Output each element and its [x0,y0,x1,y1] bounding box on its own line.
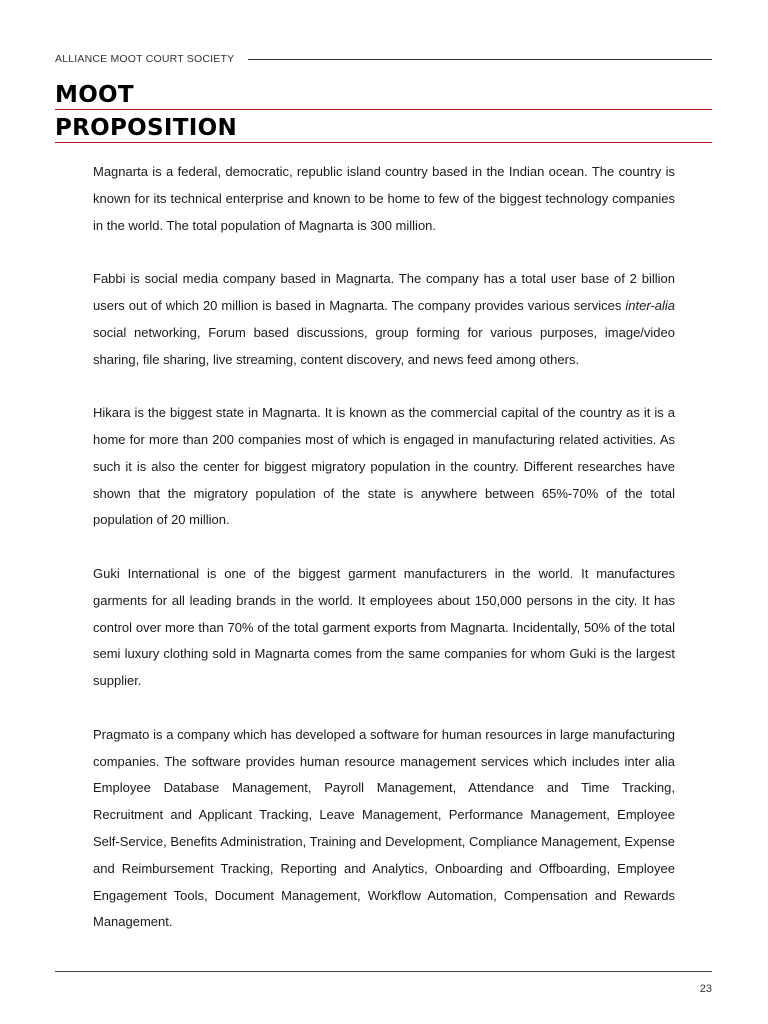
paragraph-fabbi-part-2: social networking, Forum based discussions, group forming for various purposes, image/video sharing, file sharing, live streaming, content discovery, and news feed among others. [93,324,675,367]
footer-rule [55,971,712,972]
paragraph-hikara: Hikara is the biggest state in Magnarta. It is known as the commercial capital of the country as it is a home for more than 200 companies most of which is engaged in manufacturing related activities. As such it is also the center for biggest migratory population in the country. Different researches have shown that the migratory population of the state is anywhere between 65%-70% of the total population of 20 million. [93,405,675,528]
society-name: ALLIANCE MOOT COURT SOCIETY [55,53,235,65]
paragraph-magnarta: Magnarta is a federal, democratic, republic island country based in the Indian ocean. The country is known for its technical enterprise and known to be home to few of the biggest technology companies in the world. The total population of Magnarta is 300 million. [93,164,675,233]
page-title-line-1: MOOT [55,82,712,110]
running-header [55,52,712,66]
page-title-line-2: PROPOSITION [55,115,712,143]
header-rule [248,59,712,60]
paragraph-fabbi [93,266,675,373]
paragraph-fabbi-italic: inter-alia [625,297,675,313]
paragraph-pragmato: Pragmato is a company which has developed a software for human resources in large manufacturing companies. The software provides human resource management services which includes inter alia Employee Database Management, Payroll Management, Attendance and Time Tracking, Recruitment and Applicant Tracking, Leave Management, Performance Management, Employee Self-Service, Benefits Administration, Training and Development, Compliance Management, Expense and Reimbursement Tracking, Reporting and Analytics, Onboarding and Offboarding, Employee Engagement Tools, Document Management, Workflow Automation, Compensation and Rewards Management. [93,726,675,930]
body-text [93,159,675,936]
page-number: 23 [699,983,712,995]
paragraph-fabbi-part-1: Fabbi is social media company based in Magnarta. The company has a total user base of 2 billion users out of which 20 million is based in Magnarta. The company provides various services [93,271,675,313]
paragraph-guki: Guki International is one of the biggest garment manufacturers in the world. It manufactures garments for all leading brands in the world. It employees about 150,000 persons in the city. It has control over more than 70% of the total garment exports from Magnarta. Incidentally, 50% of the total semi luxury clothing sold in Magnarta comes from the same companies for whom Guki is the largest supplier. [93,565,675,689]
